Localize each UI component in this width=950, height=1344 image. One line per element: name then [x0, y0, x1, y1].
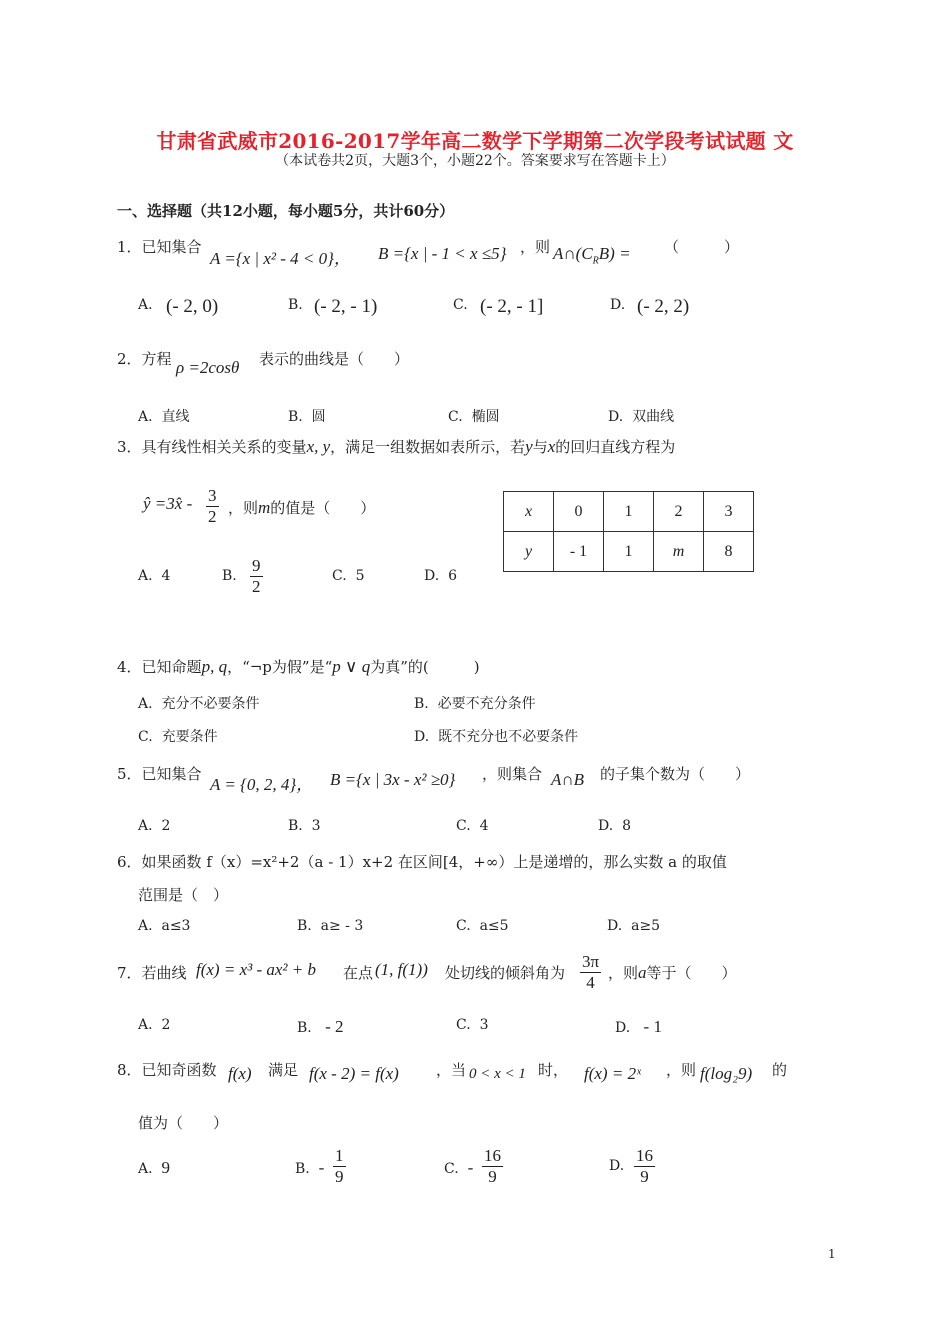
q6-option-b: B. a≥ - 3 [297, 918, 364, 934]
q8-mid3: 时， [538, 1061, 569, 1079]
table-cell: m [654, 532, 704, 572]
q2-expression: ρ =2cosθ [176, 358, 240, 377]
page-number: 1 [828, 1247, 836, 1261]
q6-option-c: C. a≤5 [456, 918, 509, 934]
q5-option-a: A. 2 [138, 818, 171, 834]
q1-option-a-label: A. [138, 297, 153, 313]
q2-option-b: B. 圆 [288, 409, 326, 425]
q8-periodic: f(x - 2) = f(x) [309, 1064, 399, 1083]
q7-point: (1, f(1)) [375, 960, 428, 979]
q8-option-c-label: C. - [444, 1158, 474, 1177]
q6-option-d: D. a≥5 [607, 918, 661, 934]
q7-function: f(x) = x³ - ax² + b [196, 960, 316, 979]
q2-option-c: C. 椭圆 [448, 409, 500, 425]
question-6-line2: 范围是（ ） [138, 886, 229, 904]
q3-regression-equation: ŷ =3x̂ - [143, 494, 193, 513]
table-cell: - 1 [554, 532, 604, 572]
section-heading: 一、选择题（共12小题，每小题5分，共计60分） [117, 202, 455, 220]
question-1 [117, 236, 202, 257]
q7-tail: 处切线的倾斜角为 [445, 964, 566, 982]
page-title: 甘肃省武威市2016-2017学年高二数学下学期第二次学段考试试题 文 [156, 129, 794, 153]
question-2: 2．方程 [117, 350, 172, 368]
q8-fx: f(x) [228, 1064, 252, 1083]
q3-data-table [503, 491, 754, 572]
q1-option-c-label: C. [453, 297, 468, 313]
q3-option-a: A. 4 [138, 568, 171, 584]
q4-option-c: C. 充要条件 [138, 729, 218, 745]
q8-mid2: ，当 [436, 1061, 467, 1079]
q4-option-d: D. 既不充分也不必要条件 [414, 729, 579, 745]
q7-option-b: B. - 2 [297, 1017, 344, 1036]
q8-option-c: $\frac{16}{9}$ [484, 1146, 501, 1186]
table-cell: 2 [654, 492, 704, 532]
table-row [504, 492, 754, 532]
q1-answer-paren: （ ） [664, 238, 740, 256]
q7-option-a: A. 2 [138, 1017, 171, 1033]
question-3: 3．具有线性相关关系的变量x, y，满足一组数据如表所示，若y与x的回归直线方程为 [117, 437, 676, 456]
q5-option-d: D. 8 [598, 818, 632, 834]
q1-set-b: B ={x | - 1 < x ≤5} [378, 244, 507, 263]
q5-option-c: C. 4 [456, 818, 489, 834]
q5-mid: ，则集合 [482, 765, 543, 783]
q8-option-b-label: B. - [295, 1158, 325, 1177]
q3-after: ，则m的值是（ ） [228, 498, 376, 517]
q1-tail: ，则 [520, 238, 551, 256]
q5-tail: 的子集个数为（ ） [600, 765, 751, 783]
question-4: 4．已知命题p, q，“¬p为假”是“p ∨ q为真”的( ) [117, 657, 480, 676]
question-5: 5．已知集合 [117, 765, 202, 783]
q8-mid4: ，则 [666, 1061, 697, 1079]
page-subtitle: （本试卷共2页，大题3个，小题22个。答案要求写在答题卡上） [275, 153, 675, 169]
q3-fraction: $\frac{3}{2}$ [208, 486, 217, 526]
q7-option-d: D. - 1 [615, 1017, 662, 1036]
table-cell: 1 [604, 532, 654, 572]
question-8: 8．已知奇函数 [117, 1061, 217, 1079]
q5-option-b: B. 3 [288, 818, 321, 834]
question-6: 6．如果函数 f（x）=x²+2（a - 1）x+2 在区间[4，+∞）上是递增的，那么实数 a 的取值 [117, 853, 727, 871]
table-row [504, 532, 754, 572]
q5-expression: A∩B [551, 770, 585, 789]
q3-option-b: $\frac{9}{2}$ [252, 556, 261, 596]
q2-option-a: A. 直线 [138, 409, 190, 425]
q8-option-d-label: D. [609, 1158, 625, 1174]
q7-mid: 在点 [343, 964, 374, 982]
q8-condition: 0 < x < 1 [469, 1066, 526, 1082]
table-cell: x [504, 492, 554, 532]
q1-option-d-label: D. [610, 297, 626, 313]
table-cell: 3 [704, 492, 754, 532]
q8-tail: 的 [772, 1061, 788, 1079]
q3-option-b-label: B. [222, 568, 237, 584]
q8-ask: f(log₂9) [700, 1064, 753, 1083]
table-cell: y [504, 532, 554, 572]
q8-mid: 满足 [268, 1061, 299, 1079]
q3-option-d: D. 6 [424, 568, 458, 584]
q7-option-c: C. 3 [456, 1017, 489, 1033]
q8-option-d: $\frac{16}{9}$ [636, 1146, 653, 1186]
table-cell: 8 [704, 532, 754, 572]
q1-option-b: (- 2, - 1) [314, 296, 378, 317]
question-text: 已知集合 [141, 238, 202, 256]
q2-option-d: D. 双曲线 [608, 409, 675, 425]
question-number: 1． [117, 238, 142, 256]
q5-set-a: A = {0, 2, 4}， [210, 775, 314, 794]
q8-option-a: A. 9 [138, 1158, 170, 1177]
q4-option-a: A. 充分不必要条件 [138, 696, 260, 712]
question-7: 7．若曲线 [117, 964, 187, 982]
q8-option-b: $\frac{1}{9}$ [335, 1146, 344, 1186]
question-8-line2: 值为（ ） [138, 1114, 229, 1132]
table-cell: 0 [554, 492, 604, 532]
q3-option-c: C. 5 [332, 568, 365, 584]
q1-option-b-label: B. [288, 297, 303, 313]
q6-option-a: A. a≤3 [138, 918, 191, 934]
q1-expression: $A\cap(C_RB)$ = [553, 244, 631, 267]
q8-definition: f(x) = 2ˣ [584, 1064, 641, 1083]
q4-option-b: B. 必要不充分条件 [414, 696, 536, 712]
q5-set-b: B ={x | 3x - x² ≥0} [330, 770, 456, 789]
q1-option-a: (- 2, 0) [166, 296, 219, 317]
table-cell: 1 [604, 492, 654, 532]
q7-angle-fraction: $\frac{3\pi}{4}$ [582, 952, 600, 992]
q2-tail: 表示的曲线是（ ） [259, 350, 410, 368]
q7-after: ，则a等于（ ） [608, 963, 737, 982]
q1-option-c: (- 2, - 1] [480, 296, 544, 317]
q1-option-d: (- 2, 2) [637, 296, 690, 317]
q1-set-a: A ={x | x² - 4 < 0}， [210, 249, 351, 268]
